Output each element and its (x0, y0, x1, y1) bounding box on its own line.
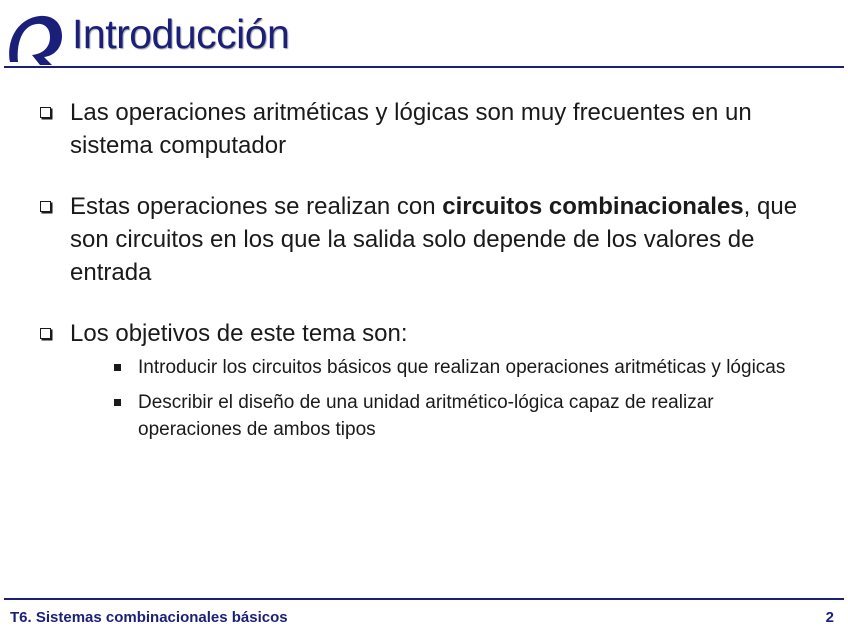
bullet-text-bold: circuitos combinacionales (442, 193, 744, 220)
square-bullet-icon (114, 364, 121, 371)
bullet-item (40, 96, 820, 162)
bullet-text: Las operaciones aritméticas y lógicas son muy frecuentes en un sistema computador (70, 99, 752, 159)
slide-content (40, 96, 820, 471)
sub-bullet-item (102, 389, 820, 443)
sub-bullet-list (102, 354, 820, 443)
bullet-text-prefix: Estas operaciones se realizan con (70, 193, 443, 220)
square-bullet-icon (114, 399, 121, 406)
checkbox-bullet-icon (40, 201, 51, 212)
page-title: Introducción (72, 11, 290, 57)
checkbox-bullet-icon (40, 328, 51, 339)
sub-bullet-text: Describir el diseño de una unidad aritmético-lógica capaz de realizar operaciones de ambos tipos (138, 392, 714, 440)
institution-logo-icon (4, 10, 66, 66)
bullet-text: Los objetivos de este tema son: (70, 320, 408, 347)
bullet-text-suffix: , que son circuitos en los que la salida solo depende de los valores de entrada (70, 193, 798, 286)
footer-course-title: T6. Sistemas combinacionales básicos (10, 609, 288, 626)
page-number: 2 (825, 609, 834, 626)
checkbox-bullet-icon (40, 107, 51, 118)
title-divider (4, 66, 844, 68)
footer-divider (4, 598, 844, 600)
bullet-item (40, 317, 820, 443)
bullet-item (40, 190, 820, 289)
sub-bullet-text: Introducir los circuitos básicos que realizan operaciones aritméticas y lógicas (138, 357, 786, 378)
sub-bullet-item (102, 354, 820, 381)
